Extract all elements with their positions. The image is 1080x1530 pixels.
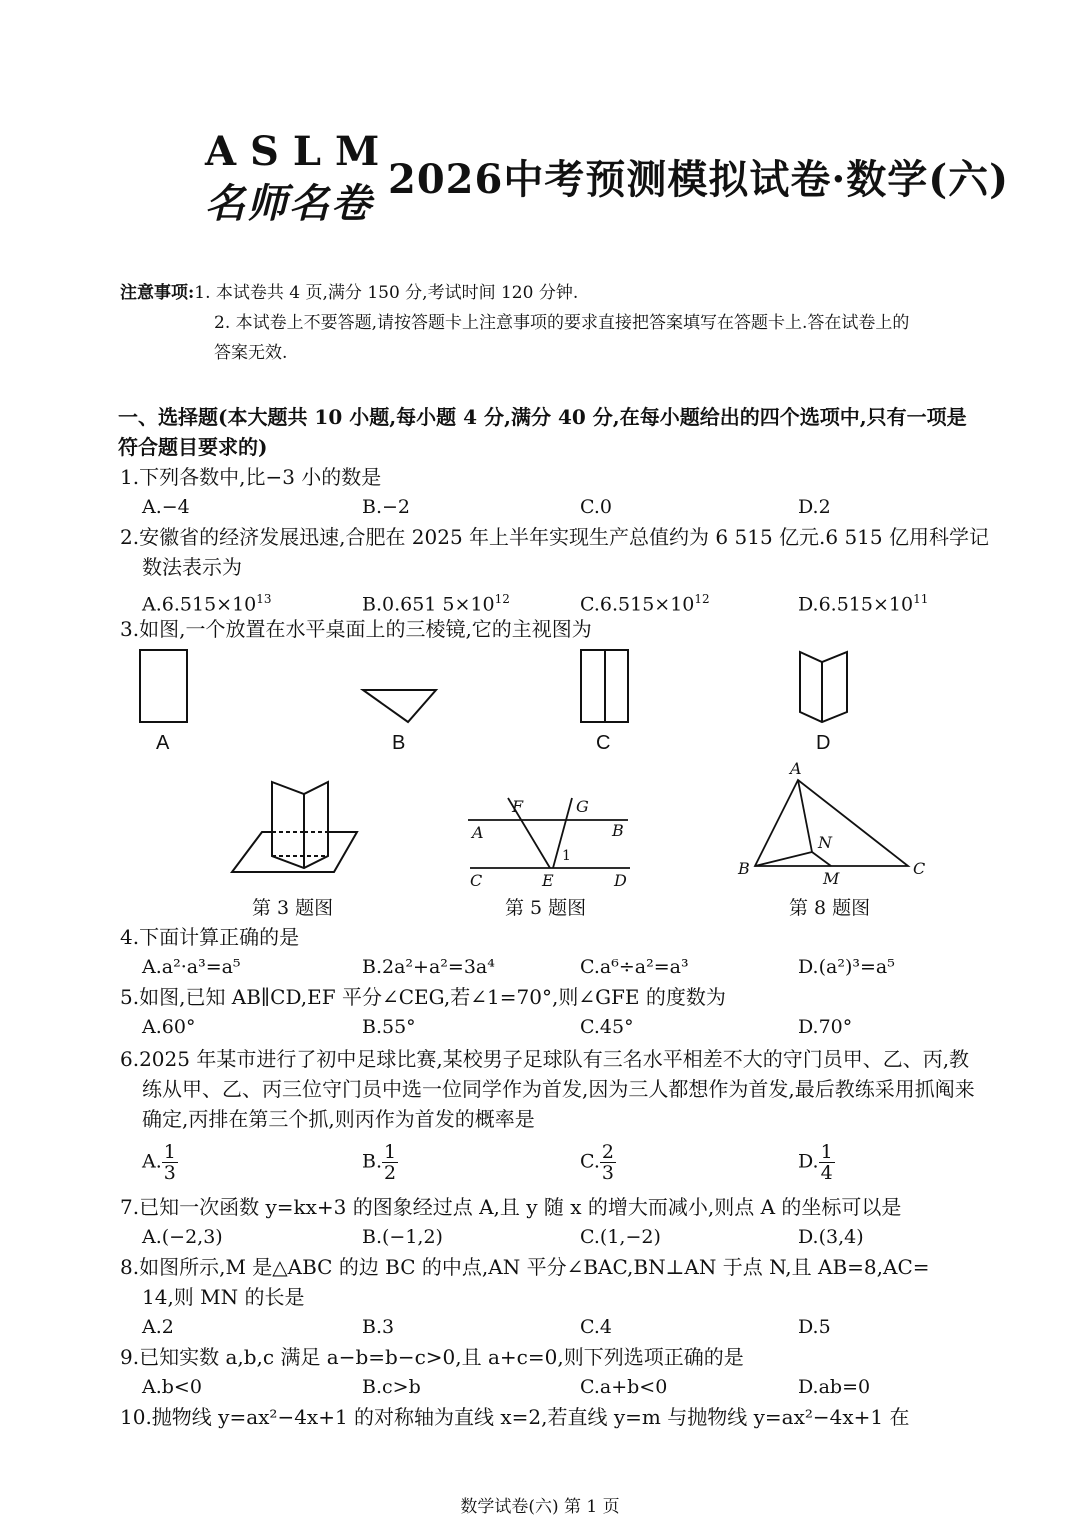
q9-stem: 9.已知实数 a,b,c 满足 a−b=b−c>0,且 a+c=0,则下列选项正确的是: [120, 1345, 744, 1369]
q6-option-d: D. $\frac{1}{4}$: [798, 1141, 833, 1184]
brand-chinese: 名师名卷: [205, 180, 373, 227]
fig8-label-m: M: [823, 869, 840, 888]
q7-option-c: C.(1,−2): [580, 1226, 661, 1248]
page-title: 2026中考预测模拟试卷·数学(六): [388, 156, 1010, 203]
notice-item-2b: 答案无效.: [214, 343, 288, 363]
q8-stem-line1: 8.如图所示,M 是△ABC 的边 BC 的中点,AN 平分∠BAC,BN⊥AN 于点 N,且 AB=8,AC=: [120, 1255, 930, 1279]
fig8-label-c: C: [913, 859, 926, 878]
q8-option-c: C.4: [580, 1316, 612, 1338]
q1-stem: 1.下列各数中,比−3 小的数是: [120, 465, 382, 489]
q3-label-c: C: [596, 732, 611, 754]
q2-option-b: B.0.651 $5\times 10^{12}$: [362, 592, 510, 616]
notice-label: 注意事项:: [120, 283, 195, 303]
q7-option-a: A.(−2,3): [142, 1226, 223, 1248]
q1-option-c: C.0: [580, 496, 612, 518]
q9-option-c: C.a+b<0: [580, 1376, 668, 1398]
fig5-label-f: F: [512, 797, 524, 816]
fig3-prism-on-table: [232, 782, 357, 872]
q8-option-d: D.5: [798, 1316, 831, 1338]
q2-stem-line2: 数法表示为: [142, 555, 242, 579]
q1-option-a: A.−4: [142, 496, 190, 518]
q4-stem: 4.下面计算正确的是: [120, 925, 300, 949]
q3-fig-b-triangle: [363, 690, 436, 722]
q9-option-b: B.c>b: [362, 1376, 421, 1398]
q5-option-c: C.45°: [580, 1016, 634, 1038]
section-header: 一、选择题(本大题共 10 小题,每小题 4 分,满分 40 分,在每小题给出的四个选项中,只有一项是 符合题目要求的): [118, 405, 967, 459]
fig5-label-a: A: [472, 823, 484, 842]
q3-fig-a-rectangle: [140, 650, 187, 722]
q8-option-a: A.2: [142, 1316, 174, 1338]
q8-option-b: B.3: [362, 1316, 395, 1338]
fig5-label-g: G: [576, 797, 589, 816]
q3-label-b: B: [392, 732, 406, 754]
q8-stem-line2: 14,则 MN 的长是: [142, 1285, 305, 1309]
q5-stem: 5.如图,已知 AB∥CD,EF 平分∠CEG,若∠1=70°,则∠GFE 的度数为: [120, 985, 726, 1009]
q3-label-a: A: [156, 732, 170, 754]
fig5-label-c: C: [470, 871, 483, 890]
notice-item-1: 注意事项:1. 本试卷共 4 页,满分 150 分,考试时间 120 分钟.: [120, 283, 579, 303]
q5-option-a: A.60°: [142, 1016, 196, 1038]
q5-option-b: B.55°: [362, 1016, 416, 1038]
q2-option-a: $A.6.515\times 10^{13}$: [142, 592, 272, 616]
fig3-caption: 第 3 题图: [252, 897, 334, 919]
q6-option-b: B. $\frac{1}{2}$: [362, 1141, 397, 1184]
q9-option-d: D.ab=0: [798, 1376, 871, 1398]
q2-option-d: $D.6.515\times 10^{11}$: [798, 592, 929, 616]
fig8-triangle: [755, 780, 908, 866]
notice-item-2a: 2. 本试卷上不要答题,请按答题卡上注意事项的要求直接把答案填写在答题卡上.答在试卷上的: [214, 313, 910, 333]
q4-option-a: A.a²·a³=a⁵: [142, 956, 241, 978]
q6-option-a: A. $\frac{1}{3}$: [142, 1141, 176, 1184]
fig8-caption: 第 8 题图: [789, 897, 871, 919]
figures-row: [0, 760, 1080, 895]
fig5-label-d: D: [614, 871, 627, 890]
q2-option-c: $C.6.515\times 10^{12}$: [580, 592, 710, 616]
q6-stem-line3: 确定,丙排在第三个抓,则丙作为首发的概率是: [142, 1107, 535, 1131]
q1-option-d: D.2: [798, 496, 831, 518]
q3-label-d: D: [816, 732, 831, 754]
fig5-parallel-lines: [468, 798, 630, 868]
fig5-label-b: B: [612, 821, 624, 840]
q6-stem-line1: 6.2025 年某市进行了初中足球比赛,某校男子足球队有三名水平相差不大的守门员甲、乙、丙,教: [120, 1047, 970, 1071]
fig5-angle-1: 1: [562, 848, 571, 864]
q6-option-c: C. $\frac{2}{3}$: [580, 1141, 614, 1184]
fig8-label-n: N: [818, 833, 832, 852]
fig5-caption: 第 5 题图: [505, 897, 587, 919]
q7-option-d: D.(3,4): [798, 1226, 864, 1248]
fig5-label-e: E: [542, 871, 554, 890]
q5-option-d: D.70°: [798, 1016, 853, 1038]
page-footer: 数学试卷(六) 第 1 页: [460, 1497, 620, 1517]
q3-fig-d-outline: [800, 652, 847, 722]
q10-stem: 10.抛物线 y=ax²−4x+1 的对称轴为直线 x=2,若直线 y=m 与抛物线 y=ax²−4x+1 在: [120, 1405, 910, 1429]
fig8-label-a: A: [790, 760, 802, 778]
q4-option-d: D.(a²)³=a⁵: [798, 956, 895, 978]
q2-stem-line1: 2.安徽省的经济发展迅速,合肥在 2025 年上半年实现生产总值约为 6 515 亿元.6 515 亿用科学记: [120, 525, 989, 549]
q4-option-c: C.a⁶÷a²=a³: [580, 956, 689, 978]
q7-stem: 7.已知一次函数 y=kx+3 的图象经过点 A,且 y 随 x 的增大而减小,则点 A 的坐标可以是: [120, 1195, 902, 1219]
fig8-label-b: B: [738, 859, 750, 878]
q6-stem-line2: 练从甲、乙、丙三位守门员中选一位同学作为首发,因为三人都想作为首发,最后教练采用抓阄来: [142, 1077, 975, 1101]
q7-option-b: B.(−1,2): [362, 1226, 443, 1248]
q1-option-b: B.−2: [362, 496, 411, 518]
q4-option-b: B.2a²+a²=3a⁴: [362, 956, 495, 978]
q3-stem: 3.如图,一个放置在水平桌面上的三棱镜,它的主视图为: [120, 617, 592, 641]
q9-option-a: A.b<0: [142, 1376, 202, 1398]
brand-english: ASLM: [205, 128, 394, 175]
